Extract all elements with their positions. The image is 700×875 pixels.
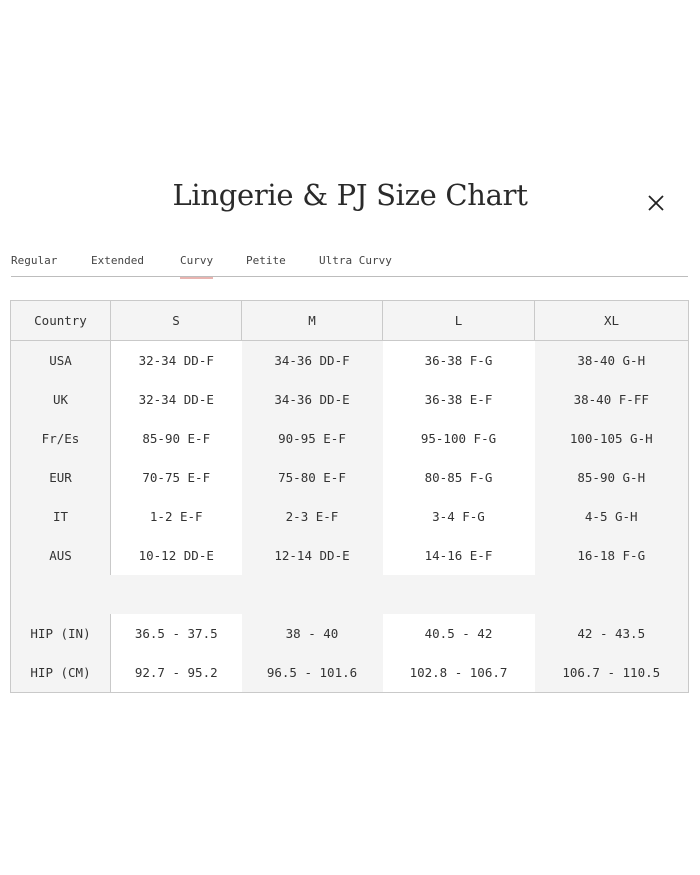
modal-title: Lingerie & PJ Size Chart	[172, 178, 528, 212]
size-cell: 2-3 E-F	[242, 497, 383, 536]
table-header-row	[11, 301, 689, 341]
hip-cell: 96.5 - 101.6	[242, 653, 383, 693]
hip-cell: 36.5 - 37.5	[111, 614, 242, 653]
size-cell: 90-95 E-F	[242, 419, 383, 458]
size-cell: 3-4 F-G	[383, 497, 535, 536]
size-cell: 100-105 G-H	[535, 419, 689, 458]
table-row	[11, 341, 689, 381]
size-table	[10, 300, 689, 693]
country-cell: AUS	[11, 536, 111, 575]
hip-label-cell: HIP (IN)	[11, 614, 111, 653]
hip-cell: 38 - 40	[242, 614, 383, 653]
size-cell: 38-40 G-H	[535, 341, 689, 381]
table-row	[11, 614, 689, 653]
country-cell: EUR	[11, 458, 111, 497]
table-row	[11, 497, 689, 536]
size-cell: 1-2 E-F	[111, 497, 242, 536]
size-cell: 38-40 F-FF	[535, 380, 689, 419]
header-s: S	[111, 301, 242, 341]
size-cell: 34-36 DD-F	[242, 341, 383, 381]
tab-extended[interactable]: Extended	[91, 254, 144, 267]
size-cell: 32-34 DD-F	[111, 341, 242, 381]
size-cell: 95-100 F-G	[383, 419, 535, 458]
country-cell: Fr/Es	[11, 419, 111, 458]
tab-curvy[interactable]: Curvy	[180, 254, 214, 267]
size-cell: 80-85 F-G	[383, 458, 535, 497]
table-row	[11, 380, 689, 419]
header-l: L	[383, 301, 535, 341]
close-icon	[643, 189, 669, 215]
size-cell: 36-38 E-F	[383, 380, 535, 419]
size-cell: 75-80 E-F	[242, 458, 383, 497]
hip-cell: 42 - 43.5	[535, 614, 689, 653]
hip-cell: 92.7 - 95.2	[111, 653, 242, 693]
hip-label-cell: HIP (CM)	[11, 653, 111, 693]
size-cell: 70-75 E-F	[111, 458, 242, 497]
size-cell: 10-12 DD-E	[111, 536, 242, 575]
size-cell: 85-90 E-F	[111, 419, 242, 458]
tab-petite[interactable]: Petite	[246, 254, 286, 267]
table-row	[11, 653, 689, 693]
tab-regular[interactable]: Regular	[11, 254, 58, 267]
header-country: Country	[11, 301, 111, 341]
size-cell: 85-90 G-H	[535, 458, 689, 497]
table-row	[11, 419, 689, 458]
table-row	[11, 536, 689, 575]
size-cell: 36-38 F-G	[383, 341, 535, 381]
tab-ultra-curvy[interactable]: Ultra Curvy	[319, 254, 392, 267]
country-cell: UK	[11, 380, 111, 419]
size-cell: 32-34 DD-E	[111, 380, 242, 419]
size-cell: 34-36 DD-E	[242, 380, 383, 419]
table-spacer-row	[11, 575, 689, 614]
size-cell: 14-16 E-F	[383, 536, 535, 575]
size-tabs	[11, 254, 688, 277]
table-row	[11, 458, 689, 497]
header-xl: XL	[535, 301, 689, 341]
size-cell: 16-18 F-G	[535, 536, 689, 575]
size-cell: 4-5 G-H	[535, 497, 689, 536]
country-cell: IT	[11, 497, 111, 536]
hip-cell: 102.8 - 106.7	[383, 653, 535, 693]
close-button[interactable]	[643, 189, 669, 215]
header-m: M	[242, 301, 383, 341]
size-cell: 12-14 DD-E	[242, 536, 383, 575]
hip-cell: 106.7 - 110.5	[535, 653, 689, 693]
country-cell: USA	[11, 341, 111, 381]
hip-cell: 40.5 - 42	[383, 614, 535, 653]
